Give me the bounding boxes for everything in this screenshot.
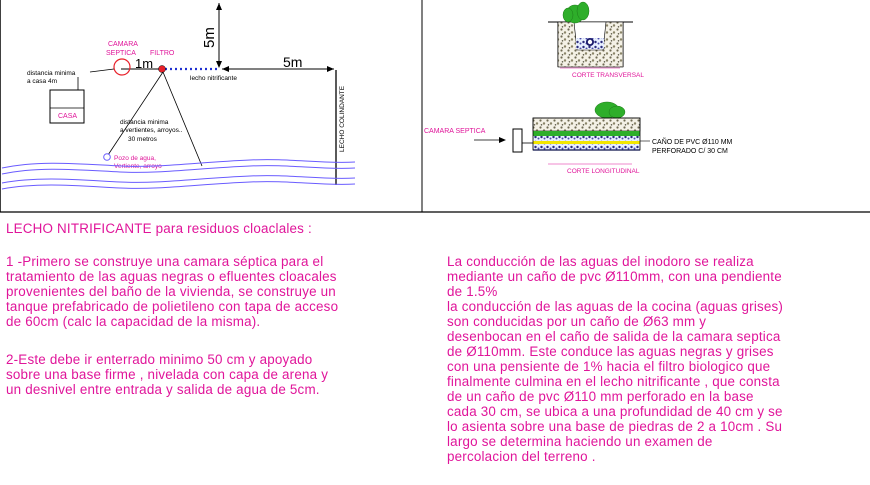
paragraph-step-1: 1 -Primero se construye una camara séptica para el tratamiento de las aguas negras o efluentes cloacales provenientes del baño de la vivienda, se construye un tanque prefabricado de polietileno con tapa de acceso de 60cm (calc la capacidad de la misma).: [6, 254, 339, 329]
paragraph-conduction: La conducción de las aguas del inodoro se realiza mediante un caño de pvc Ø110mm, con una pendiente de 1.5% la conducción de las aguas de la cocina (aguas grises) son conducidas por un caño de Ø63 mm y desenbocan en el caño de salida de la camara septica de Ø110mm. Este conduce las aguas negras y grises con una pensiente de 1% hacia el filtro biologico que finalmente culmina en el lecho nitrificante , que consta de un caño de pvc Ø110 mm perforado en la base cada 30 cm, se ubica a una profundidad de 40 cm y se lo asienta sobre una base de piedras de 2 a 10cm . Su largo se determina haciendo un examen de percolacion del terreno .: [447, 254, 784, 464]
pozo-label-2: Vertiente, arroyo: [114, 163, 162, 170]
paragraph-step-2: 2-Este debe ir enterrado minimo 50 cm y apoyado sobre una base firme , nivelada con capa de arena y un desnivel entre entrada y salida de agua de 5cm.: [6, 352, 329, 397]
section-title: LECHO NITRIFICANTE para residuos cloaclales :: [6, 221, 312, 236]
lecho-colindante-label: LECHO COLINDANTE: [339, 85, 346, 152]
distancia-vertientes-1: distancia minima: [120, 119, 169, 126]
camara-septica-box: [513, 129, 522, 152]
filtro-label: FILTRO: [150, 50, 175, 57]
lecho-nitrificante-label: lecho nitrificante: [190, 75, 237, 82]
distancia-vertientes-3: 30 metros: [128, 136, 157, 143]
pozo-circle: [104, 154, 111, 161]
cano-pvc-label-1: CAÑO DE PVC Ø110 MM: [652, 139, 733, 146]
distancia-casa-1: distancia minima: [27, 70, 76, 77]
corte-transversal: [548, 2, 644, 79]
camara-septica-label-1: CAMARA: [108, 41, 138, 48]
distancia-casa-2: a casa 4m: [27, 78, 57, 85]
pozo-label-1: Pozo de agua,: [114, 155, 156, 162]
dim-1m: 1m: [135, 56, 154, 71]
camara-septica-side-label: CAMARA SEPTICA: [424, 128, 486, 135]
camara-septica-circle: [114, 59, 130, 75]
dim-5m-horizontal: 5m: [283, 54, 303, 70]
site-plan: [2, 3, 355, 189]
cano-pvc-label-2: PERFORADO C/ 30 CM: [652, 148, 728, 155]
frame: [0, 0, 870, 212]
corte-longitudinal-label: CORTE LONGITUDINAL: [567, 168, 640, 175]
corte-longitudinal: [424, 102, 733, 175]
grass-tuft-top: [563, 2, 589, 23]
corte-transversal-label: CORTE TRANSVERSAL: [572, 72, 645, 79]
water-stream: [2, 160, 355, 189]
casa-label: CASA: [58, 113, 78, 120]
dim-5m-vertical: 5m: [201, 27, 218, 48]
filtro-circle: [159, 66, 166, 73]
distancia-vertientes-2: a vertientes, arroyos..: [120, 127, 183, 134]
grass-tuft-side: [595, 102, 625, 118]
camara-septica-label-2: SEPTICA: [106, 50, 136, 57]
